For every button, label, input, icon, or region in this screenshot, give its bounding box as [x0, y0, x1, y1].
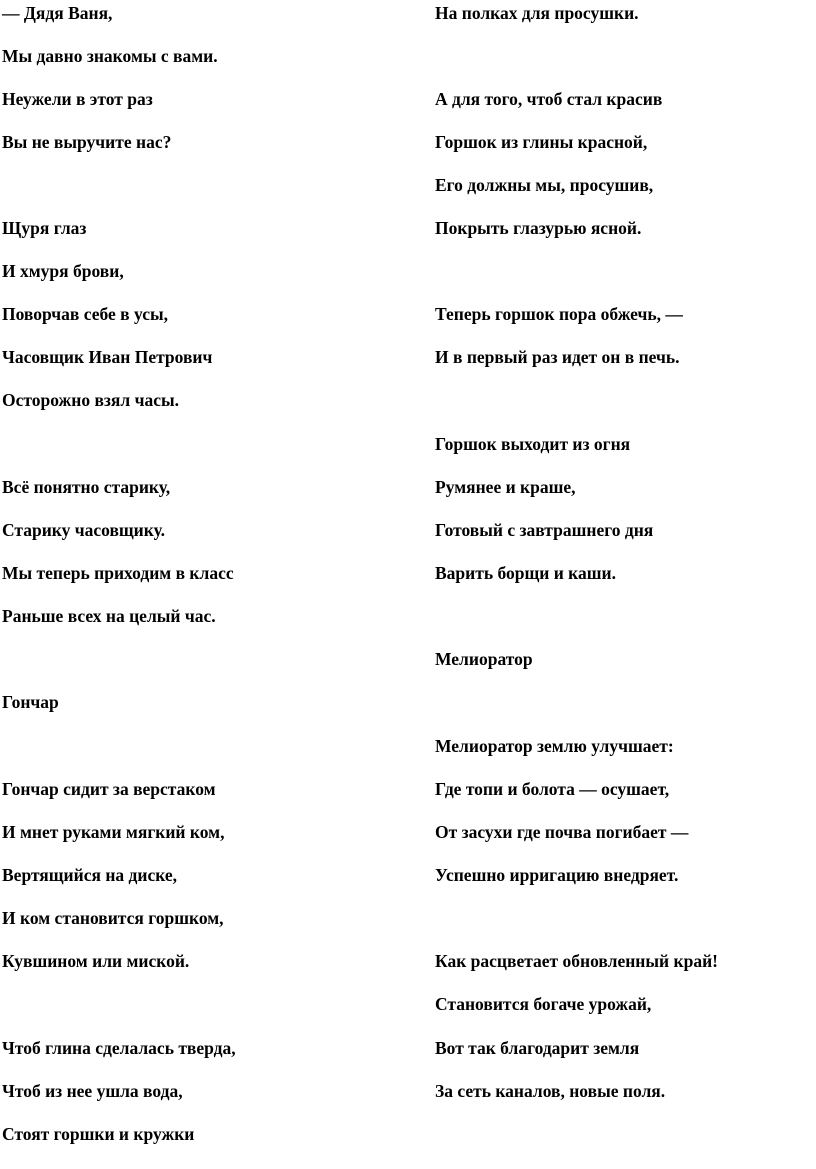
verse-line: — Дядя Ваня,	[2, 3, 113, 23]
verse-line: Старику часовщику.	[2, 520, 165, 540]
verse-line: Неужели в этот раз	[2, 89, 153, 109]
verse-line: Становится богаче урожай,	[435, 994, 652, 1014]
verse-line: Чтоб глина сделалась тверда,	[2, 1038, 236, 1058]
verse-line: Вы не выручите нас?	[2, 132, 172, 152]
verse-line: Чтоб из нее ушла вода,	[2, 1081, 183, 1101]
verse-line: И ком становится горшком,	[2, 908, 224, 928]
verse-line: Мы теперь приходим в класс	[2, 563, 234, 583]
verse-line: Кувшином или миской.	[2, 951, 190, 971]
verse-line: Часовщик Иван Петрович	[2, 347, 213, 367]
verse-line: Гончар сидит за верстаком	[2, 779, 216, 799]
verse-line: А для того, чтоб стал красив	[435, 89, 663, 109]
verse-line: Его должны мы, просушив,	[435, 175, 654, 195]
verse-line: Вертящийся на диске,	[2, 865, 178, 885]
verse-line: И в первый раз идет он в печь.	[435, 347, 680, 367]
verse-line: На полках для просушки.	[435, 3, 639, 23]
verse-line: Горшок выходит из огня	[435, 434, 631, 454]
verse-line: Готовый с завтрашнего дня	[435, 520, 654, 540]
verse-line: От засухи где почва погибает —	[435, 822, 689, 842]
verse-line: Покрыть глазурью ясной.	[435, 218, 642, 238]
verse-line: Успешно ирригацию внедряет.	[435, 865, 679, 885]
verse-line: Стоят горшки и кружки	[2, 1124, 195, 1144]
verse-line: Горшок из глины красной,	[435, 132, 648, 152]
verse-line: Всё понятно старику,	[2, 477, 171, 497]
verse-line: Щуря глаз	[2, 218, 87, 238]
verse-line: Осторожно взял часы.	[2, 390, 180, 410]
verse-line: Теперь горшок пора обжечь, —	[435, 304, 683, 324]
verse-line: И мнет руками мягкий ком,	[2, 822, 225, 842]
poem-title: Мелиоратор	[435, 649, 533, 669]
verse-line: Где топи и болота — осушает,	[435, 779, 670, 799]
verse-line: За сеть каналов, новые поля.	[435, 1081, 666, 1101]
verse-line: Румянее и краше,	[435, 477, 576, 497]
verse-line: Варить борщи и каши.	[435, 563, 616, 583]
verse-line: Как расцветает обновленный край!	[435, 951, 718, 971]
verse-line: Раньше всех на целый час.	[2, 606, 216, 626]
verse-line: Вот так благодарит земля	[435, 1038, 640, 1058]
verse-line: И хмуря брови,	[2, 261, 124, 281]
verse-line: Поворчав себе в усы,	[2, 304, 169, 324]
poem-title: Гончар	[2, 692, 59, 712]
verse-line: Мы давно знакомы с вами.	[2, 46, 218, 66]
verse-line: Мелиоратор землю улучшает:	[435, 736, 674, 756]
